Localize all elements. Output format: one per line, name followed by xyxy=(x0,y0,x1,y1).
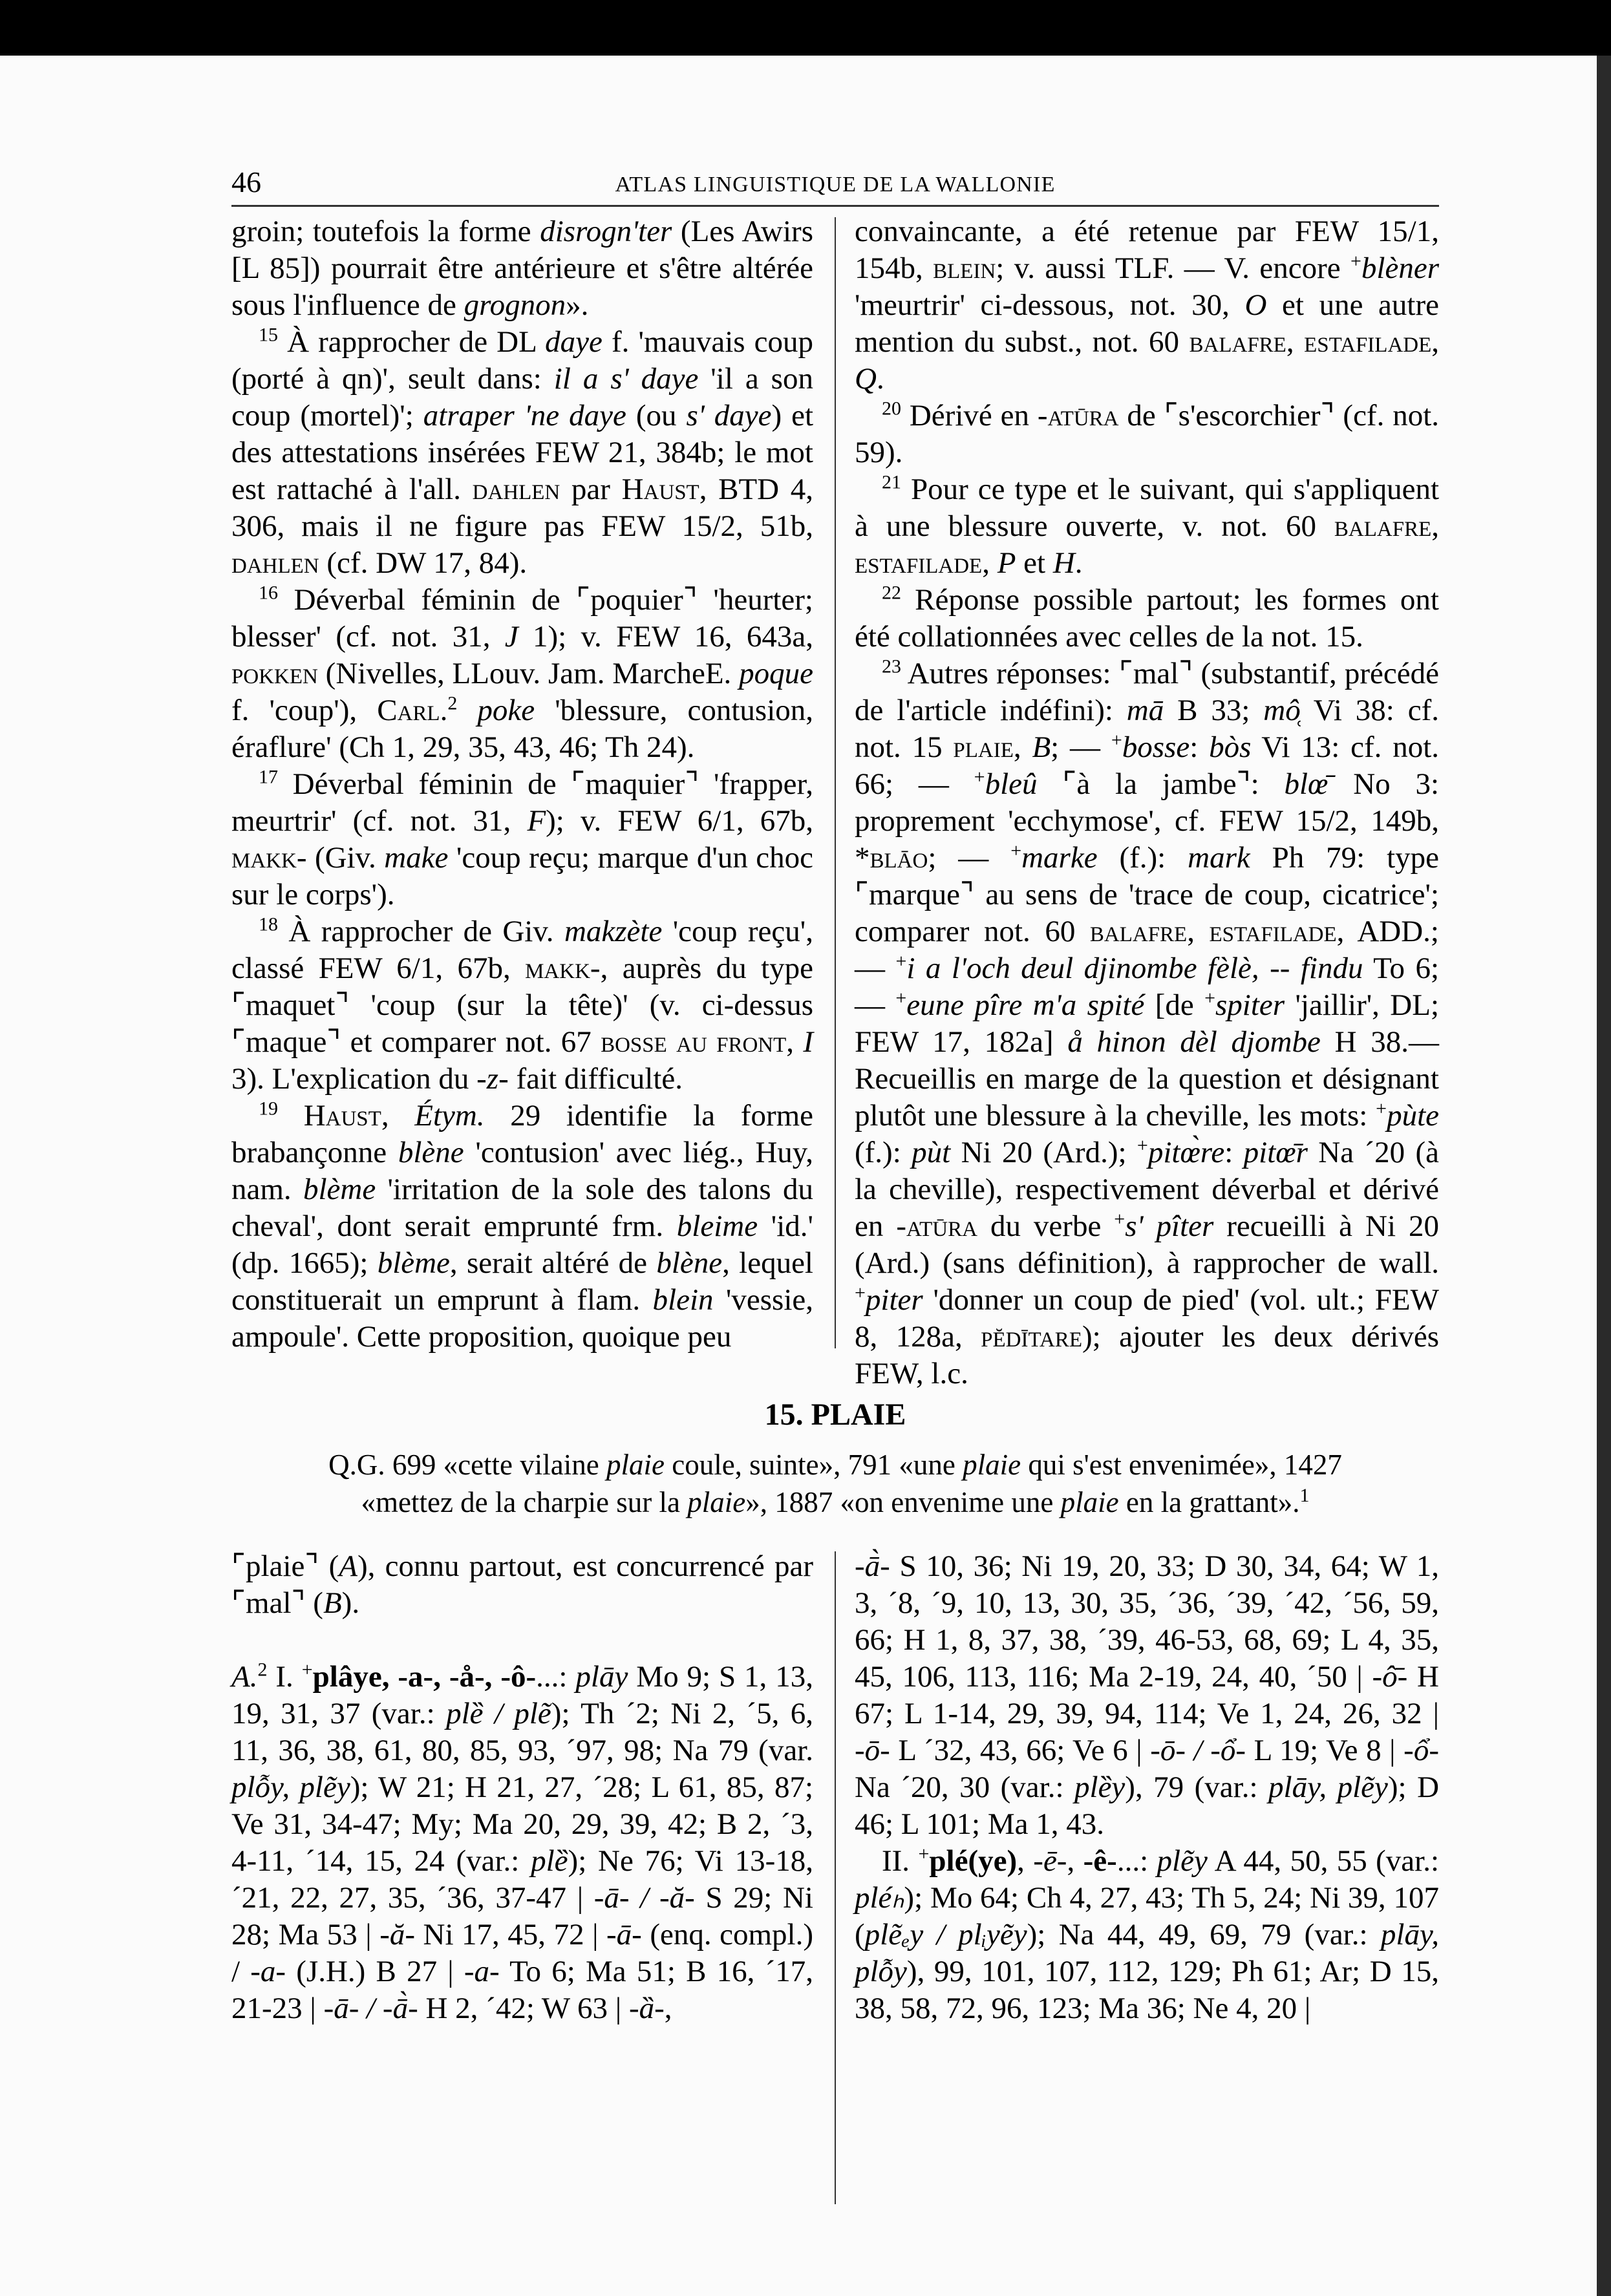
note-15: $^{15}$ À rapprocher de DL daye f. 'mauvais coup (porté à qn)', seult dans: il a s' daye 'il a son coup (mortel)'; atraper 'ne daye (ou s' daye) et des attestations insérées FEW 21, 384b; le mot est rattaché à l'all. dahlen par Haust, BTD 4, 306, mais il ne figure pas FEW 15/2, 51b, dahlen (cf. DW 17, 84). xyxy=(231,324,814,580)
running-title: ATLAS LINGUISTIQUE DE LA WALLONIE xyxy=(615,173,1056,197)
note-16: $^{16}$ Déverbal féminin de ⌜poquier⌝ 'heurter; blesser' (cf. not. 31, J 1); v. FEW 16, 643a, pokken (Nivelles, LLouv. Jam. MarcheE. poque f. 'coup'), Carl.$^2$ poke 'blessure, contusion, éraflure' (Ch 1, 29, 35, 43, 46; Th 24). xyxy=(231,582,814,764)
article-intro xyxy=(231,1446,1439,1521)
article-paragraph-A-I: A.$^2$ I. +plâye, -a-, -å-, -ô-...: plāy Mo 9; S 1, 13, 19, 31, 37 (var.: plȅ / plẽ); Th ´2; Ni 2, ´5, 6, 11, 36, 38, 61, 80, 85, 93, ´97, 98; Na 79 (var. plỗy, plẽy); W 21; H 21, 27, ´28; L 61, 85, 87; Ve 31, 34-47; My; Ma 20, 29, 39, 42; B 2, ´3, 4-11, ´14, 15, 24 (var.: plȅ); Ne 76; Vi 13-18, ´21, 22, 27, 35, ´36, 37-47 | -ā- / -ă- S 29; Ni 28; Ma 53 | -ă- Ni 17, 45, 72 | -ā- (enq. compl.) / -a- (J.H.) B 27 | -a- To 6; Ma 51; B 16, ´17, 21-23 | -ā- / -ā̀- H 2, ´42; W 63 | -ȁ-, xyxy=(231,1659,814,2025)
note-20: $^{20}$ Dérivé en -atūra de ⌜s'escorchier⌝ (cf. not. 59). xyxy=(855,398,1440,469)
note-14-continuation: groin; toutefois la forme disrogn'ter (Les Awirs [L 85]) pourrait être antérieure et s'être altérée sous l'influence de grognon». xyxy=(231,215,813,322)
scan-edge xyxy=(1597,56,1611,2296)
page-number: 46 xyxy=(231,165,261,198)
article-left-column xyxy=(231,1548,813,2027)
article-paragraph-spacer xyxy=(231,1622,813,1659)
notes-left-column xyxy=(231,213,813,1355)
note-23: $^{23}$ Autres réponses: ⌜mal⌝ (substantif, précédé de l'article indéfini): mā B 33; mô̜ Vi 38: cf. not. 15 plaie, B; — +bosse: bòs Vi 13: cf. not. 66; — +bleû ⌜à la jambe⌝: blœ̄ No 3: proprement 'ecchymose', cf. FEW 15/2, 149b, *blāo; — +marke (f.): mark Ph 79: type ⌜marque⌝ au sens de 'trace de coup, cicatrice'; comparer not. 60 balafre, estafilade, ADD.; — +i a l'och deul djinombe fèlè, -- findu To 6; — +eune pîre m'a spité [de +spiter 'jaillir', DL; FEW 17, 182a] å hinon dèl djombe H 38.— Recueillis en marge de la question et désignant plutôt une blessure à la cheville, les mots: +pùte (f.): pùt Ni 20 (Ard.); +pitœ̀re: pitœ̄r Na ´20 (à la cheville), respectivement déverbal et dérivé en -atūra du verbe +s' pîter recueilli à Ni 20 (Ard.) (sans définition), à rapprocher de wall. +piter 'donner un coup de pied' (vol. ult.; FEW 8, 128a, pĕdītare); ajouter les deux dérivés FEW, l.c. xyxy=(855,655,1440,1390)
article-paragraph-intro: ⌜plaie⌝ (A), connu partout, est concurrencé par ⌜mal⌝ (B). xyxy=(231,1549,813,1620)
article-paragraph-A-I-continuation: -ā̀- S 10, 36; Ni 19, 20, 33; D 30, 34, 64; W 1, 3, ´8, ´9, 10, 13, 30, 35, ´36, ´39, ´42, ´56, 59, 66; H 1, 8, 37, 38, ´39, 46-53, 68, 69; L 4, 35, 45, 106, 113, 116; Ma 2-19, 24, 40, ´50 | -ô̄- H 67; L 1-14, 29, 39, 94, 114; Ve 1, 24, 26, 32 | -ō- L ´32, 43, 66; Ve 6 | -ō- / -ổ- L 19; Ve 8 | -ổ- Na ´20, 30 (var.: plȅy), 79 (var.: plāy, plẽy); D 46; L 101; Ma 1, 43. xyxy=(855,1549,1440,1841)
intro-line-1: Q.G. 699 «cette vilaine plaie coule, suinte», 791 «une plaie qui s'est envenimée», 1427 xyxy=(328,1449,1342,1481)
note-17: $^{17}$ Déverbal féminin de ⌜maquier⌝ 'frapper, meurtrir' (cf. not. 31, F); v. FEW 6/1, 67b, makk- (Giv. make 'coup reçu; marque d'un choc sur le corps'). xyxy=(231,766,813,911)
article-paragraph-A-II: II. +plé(ye), -ē-, -ê-...: plẽy A 44, 50, 55 (var.: pléₕ); Mo 64; Ch 4, 27, 43; Th 5, 24; Ni 39, 107 (plẽₑy / plᵢyẽy); Na 44, 49, 69, 79 (var.: plāy, plỗy), 99, 101, 107, 112, 129; Ph 61; Ar; D 15, 38, 58, 72, 96, 123; Ma 36; Ne 4, 20 | xyxy=(855,1843,1440,2025)
notes-right-column xyxy=(855,213,1439,1392)
article-title: 15. PLAIE xyxy=(764,1398,906,1432)
running-header xyxy=(231,160,1439,207)
note-22: $^{22}$ Réponse possible partout; les formes ont été collationnées avec celles de la not. 15. xyxy=(855,582,1439,654)
note-21: $^{21}$ Pour ce type et le suivant, qui s'appliquent à une blessure ouverte, v. not. 60 balafre, estafilade, P et H. xyxy=(855,471,1439,580)
column-rule-article xyxy=(835,1551,836,2204)
note-18: $^{18}$ À rapprocher de Giv. makzète 'coup reçu', classé FEW 6/1, 67b, makk-, auprès du type ⌜maquet⌝ 'coup (sur la tête)' (v. ci-dessus ⌜maque⌝ et comparer not. 67 bosse au front, I 3). L'explication du -z- fait difficulté. xyxy=(231,913,814,1096)
article-right-column xyxy=(855,1548,1439,2027)
note-19-continuation: convaincante, a été retenue par FEW 15/1, 154b, blein; v. aussi TLF. — V. encore +blèner 'meurtrir' ci-dessous, not. 30, O et une autre mention du subst., not. 60 balafre, estafilade, Q. xyxy=(855,215,1440,396)
intro-line-2: «mettez de la charpie sur la plaie», 1887 «on envenime une plaie en la grattant».$^1$ xyxy=(361,1485,1310,1518)
note-19: $^{19}$ Haust, Étym. 29 identifie la forme brabançonne blène 'contusion' avec liég., Huy, nam. blème 'irritation de la sole des talons du cheval', dont serait emprunté frm. bleime 'id.' (dp. 1665); blème, serait altéré de blène, lequel constituerait un emprunt à flam. blein 'vessie, ampoule'. Cette proposition, quoique peu xyxy=(231,1098,814,1354)
column-rule-notes xyxy=(835,217,836,1348)
